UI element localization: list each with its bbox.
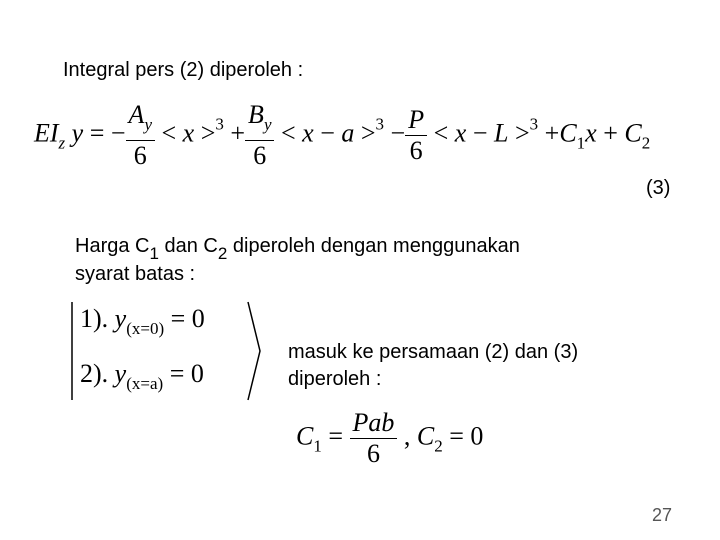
constants-result: $C_1$ = $\frac{\text{Pab}}{6}$ , $C_2 = 0$ [296,408,484,468]
harga-text: Harga $C_1$ dan $C_2$ diperoleh dengan menggunakan [75,235,520,263]
syarat-batas-text: syarat batas : [75,263,196,285]
intro-text: Integral pers (2) diperoleh : [63,59,304,81]
diperoleh-text: diperoleh : [288,368,382,390]
boundary-condition-1: 1). $y_{(x=0)} = 0$ [80,304,205,338]
page-number: 27 [652,505,673,525]
equation-3: $EI_z$ y = − $\frac{A_y}{6}$ < x >$^3$ + $\frac{B_y}{6}$ < x − a >$^3$ − $\frac{P}{6}$ < $x - L >^3 +C_1x + C_2$ [34,100,651,170]
masuk-text: masuk ke persamaan (2) dan (3) [288,341,579,363]
boundary-condition-2: 2). $y_{(x=a)} = 0$ [80,359,204,393]
equation-label: (3) [646,177,671,199]
